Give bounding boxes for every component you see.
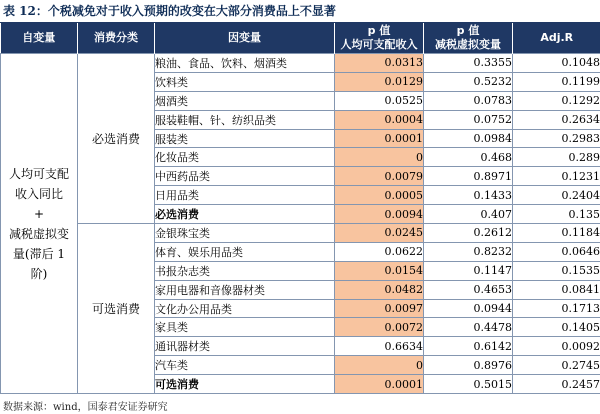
adj-r-cell: 0.1535 [513, 261, 600, 280]
p-tax-cell: 0.2612 [424, 224, 513, 243]
adj-r-cell: 0.0646 [513, 242, 600, 261]
p-tax-cell: 0.0783 [424, 91, 513, 110]
p-tax-cell: 0.6142 [424, 337, 513, 356]
p-tax-cell: 0.468 [424, 148, 513, 167]
header-p-income-line2: 人均可支配收入 [340, 38, 418, 51]
p-tax-cell: 0.4478 [424, 318, 513, 337]
independent-variable-line: 量(滞后 1 [12, 246, 66, 261]
adj-r-cell: 0.0841 [513, 280, 600, 299]
adj-r-cell: 0.289 [513, 148, 600, 167]
independent-variable-line: 收入同比 [14, 186, 63, 201]
adj-r-cell: 0.2457 [513, 375, 600, 394]
table-title: 表 12：个税减免对于收入预期的改变在大部分消费品上不显著 [3, 4, 336, 18]
dependent-variable-cell: 家具类 [155, 318, 335, 337]
dependent-variable-cell: 粮油、食品、饮料、烟酒类 [155, 54, 335, 73]
table-row [1, 224, 600, 243]
dependent-variable-cell: 中西药品类 [155, 167, 335, 186]
p-income-cell: 0 [335, 356, 424, 375]
dependent-variable-cell: 烟酒类 [155, 91, 335, 110]
adj-r-cell: 0.2983 [513, 129, 600, 148]
p-income-cell: 0.0005 [335, 186, 424, 205]
p-income-cell: 0.0622 [335, 242, 424, 261]
p-income-cell: 0.6634 [335, 337, 424, 356]
p-income-cell: 0.0129 [335, 72, 424, 91]
independent-variable-line: + [33, 206, 45, 221]
p-income-cell: 0.0245 [335, 224, 424, 243]
p-income-cell: 0.0094 [335, 205, 424, 224]
dependent-variable-cell: 日用品类 [155, 186, 335, 205]
table-row [1, 54, 600, 73]
adj-r-cell: 0.1184 [513, 224, 600, 243]
p-tax-cell: 0.0984 [424, 129, 513, 148]
p-income-cell: 0.0072 [335, 318, 424, 337]
p-income-cell: 0 [335, 148, 424, 167]
p-income-cell: 0.0097 [335, 299, 424, 318]
p-tax-cell: 0.1433 [424, 186, 513, 205]
adj-r-cell: 0.2745 [513, 356, 600, 375]
p-income-cell: 0.0482 [335, 280, 424, 299]
adj-r-cell: 0.1199 [513, 72, 600, 91]
dependent-variable-cell: 可选消费 [155, 375, 335, 394]
independent-variable-line: 阶) [30, 266, 48, 281]
p-tax-cell: 0.0752 [424, 110, 513, 129]
regression-table [0, 23, 600, 394]
dependent-variable-cell: 服装鞋帽、针、纺织品类 [155, 110, 335, 129]
p-tax-cell: 0.0944 [424, 299, 513, 318]
p-income-cell: 0.0154 [335, 261, 424, 280]
independent-variable-line: 人均可支配 [8, 166, 69, 181]
dependent-variable-cell: 饮料类 [155, 72, 335, 91]
p-tax-cell: 0.407 [424, 205, 513, 224]
dependent-variable-cell: 汽车类 [155, 356, 335, 375]
dependent-variable-cell: 家用电器和音像器材类 [155, 280, 335, 299]
p-tax-cell: 0.4653 [424, 280, 513, 299]
header-independent: 自变量 [1, 23, 78, 54]
dependent-variable-cell: 通讯器材类 [155, 337, 335, 356]
category-cell: 必选消费 [78, 54, 155, 224]
adj-r-cell: 0.1405 [513, 318, 600, 337]
p-income-cell: 0.0001 [335, 375, 424, 394]
header-p-tax [424, 23, 513, 54]
p-income-cell: 0.0004 [335, 110, 424, 129]
p-income-cell: 0.0001 [335, 129, 424, 148]
dependent-variable-cell: 文化办公用品类 [155, 299, 335, 318]
adj-r-cell: 0.1713 [513, 299, 600, 318]
dependent-variable-cell: 服装类 [155, 129, 335, 148]
independent-variable-cell [1, 54, 78, 394]
adj-r-cell: 0.2634 [513, 110, 600, 129]
header-p-income [335, 23, 424, 54]
header-p-tax-line2: 减税虚拟变量 [435, 38, 501, 51]
dependent-variable-cell: 化妆品类 [155, 148, 335, 167]
dependent-variable-cell: 必选消费 [155, 205, 335, 224]
p-tax-cell: 0.8971 [424, 167, 513, 186]
category-cell: 可选消费 [78, 224, 155, 394]
dependent-variable-cell: 金银珠宝类 [155, 224, 335, 243]
p-tax-cell: 0.1147 [424, 261, 513, 280]
p-tax-cell: 0.3355 [424, 54, 513, 73]
p-income-cell: 0.0313 [335, 54, 424, 73]
p-tax-cell: 0.8976 [424, 356, 513, 375]
header-row [1, 23, 600, 54]
header-category: 消费分类 [78, 23, 155, 54]
header-p-income-line1: p 值 [367, 24, 391, 37]
p-tax-cell: 0.8232 [424, 242, 513, 261]
header-adj-r: Adj.R [513, 23, 600, 54]
adj-r-cell: 0.0092 [513, 337, 600, 356]
adj-r-cell: 0.1231 [513, 167, 600, 186]
adj-r-cell: 0.1048 [513, 54, 600, 73]
source-note: 数据来源：wind，国泰君安证券研究 [3, 402, 168, 413]
p-income-cell: 0.0525 [335, 91, 424, 110]
independent-variable-line: 减税虚拟变 [8, 226, 69, 241]
p-tax-cell: 0.5232 [424, 72, 513, 91]
adj-r-cell: 0.1292 [513, 91, 600, 110]
adj-r-cell: 0.135 [513, 205, 600, 224]
header-dependent: 因变量 [155, 23, 335, 54]
p-income-cell: 0.0079 [335, 167, 424, 186]
p-tax-cell: 0.5015 [424, 375, 513, 394]
dependent-variable-cell: 书报杂志类 [155, 261, 335, 280]
adj-r-cell: 0.2404 [513, 186, 600, 205]
dependent-variable-cell: 体育、娱乐用品类 [155, 242, 335, 261]
table-body [1, 54, 600, 394]
header-p-tax-line1: p 值 [456, 24, 480, 37]
